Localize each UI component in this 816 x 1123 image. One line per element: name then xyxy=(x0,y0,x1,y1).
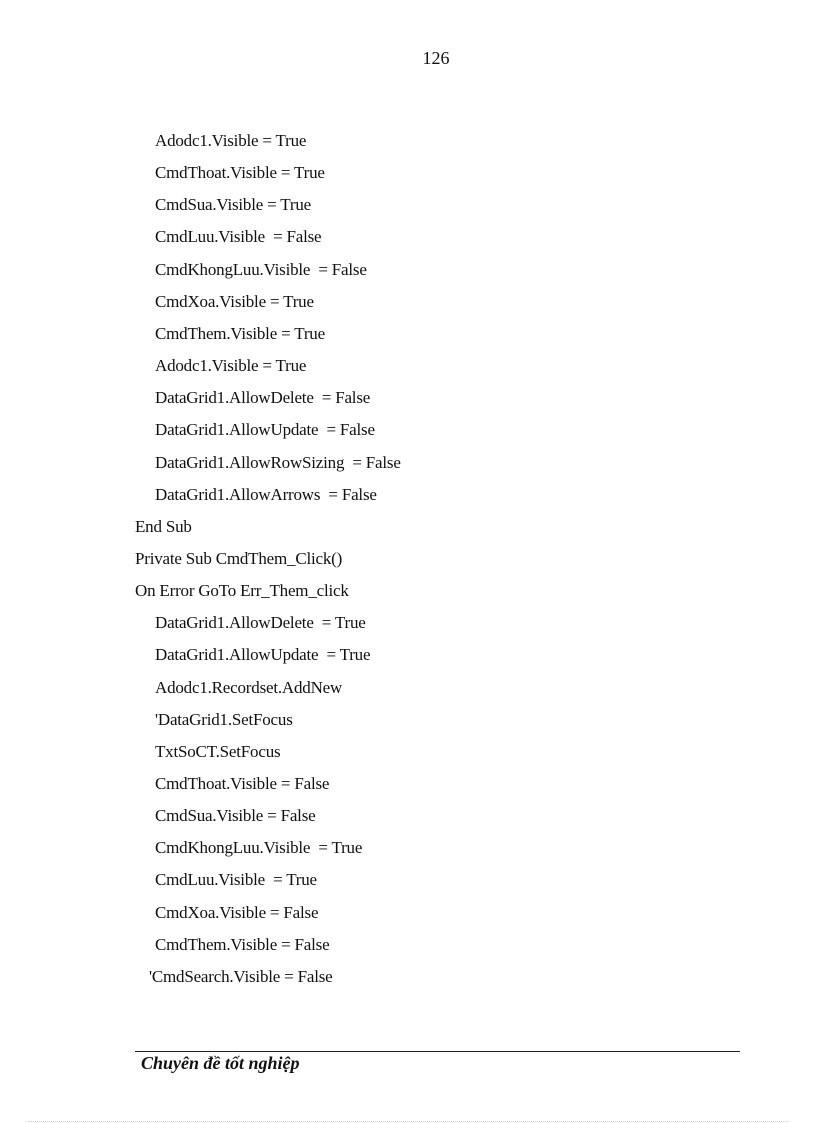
code-line: CmdLuu.Visible = False xyxy=(155,227,322,247)
code-line: End Sub xyxy=(135,516,192,536)
code-line: CmdXoa.Visible = True xyxy=(155,291,314,311)
code-line: CmdLuu.Visible = True xyxy=(155,870,317,890)
code-line: Adodc1.Visible = True xyxy=(155,356,307,376)
code-line: On Error GoTo Err_Them_click xyxy=(135,581,349,601)
page-number: 126 xyxy=(422,48,450,68)
code-line: DataGrid1.AllowDelete = True xyxy=(155,613,366,633)
code-line: CmdSua.Visible = False xyxy=(155,806,316,826)
page-bottom-edge xyxy=(28,1121,788,1122)
code-line: 'CmdSearch.Visible = False xyxy=(149,966,333,986)
code-line: CmdKhongLuu.Visible = False xyxy=(155,259,367,279)
code-line: CmdSua.Visible = True xyxy=(155,195,311,215)
code-line: CmdThem.Visible = False xyxy=(155,934,330,954)
code-line: CmdThem.Visible = True xyxy=(155,323,325,343)
code-line: Adodc1.Visible = True xyxy=(155,131,307,150)
code-line: 'DataGrid1.SetFocus xyxy=(155,709,293,729)
code-line: DataGrid1.AllowRowSizing = False xyxy=(155,452,401,472)
code-line: CmdThoat.Visible = False xyxy=(155,774,330,793)
code-line: DataGrid1.AllowDelete = False xyxy=(155,388,371,408)
code-line: CmdThoat.Visible = True xyxy=(155,163,325,183)
code-line: CmdXoa.Visible = False xyxy=(155,902,319,922)
code-line: CmdKhongLuu.Visible = True xyxy=(155,838,363,858)
footer-title: Chuyên đề tốt nghiệp xyxy=(141,1053,300,1073)
code-line: DataGrid1.AllowUpdate = True xyxy=(155,645,371,665)
code-line: Adodc1.Recordset.AddNew xyxy=(155,677,343,697)
footer-divider xyxy=(135,1051,740,1052)
code-line: TxtSoCT.SetFocus xyxy=(155,741,281,761)
code-line: Private Sub CmdThem_Click() xyxy=(135,548,343,568)
code-line: DataGrid1.AllowArrows = False xyxy=(155,484,377,504)
code-line: DataGrid1.AllowUpdate = False xyxy=(155,420,375,440)
